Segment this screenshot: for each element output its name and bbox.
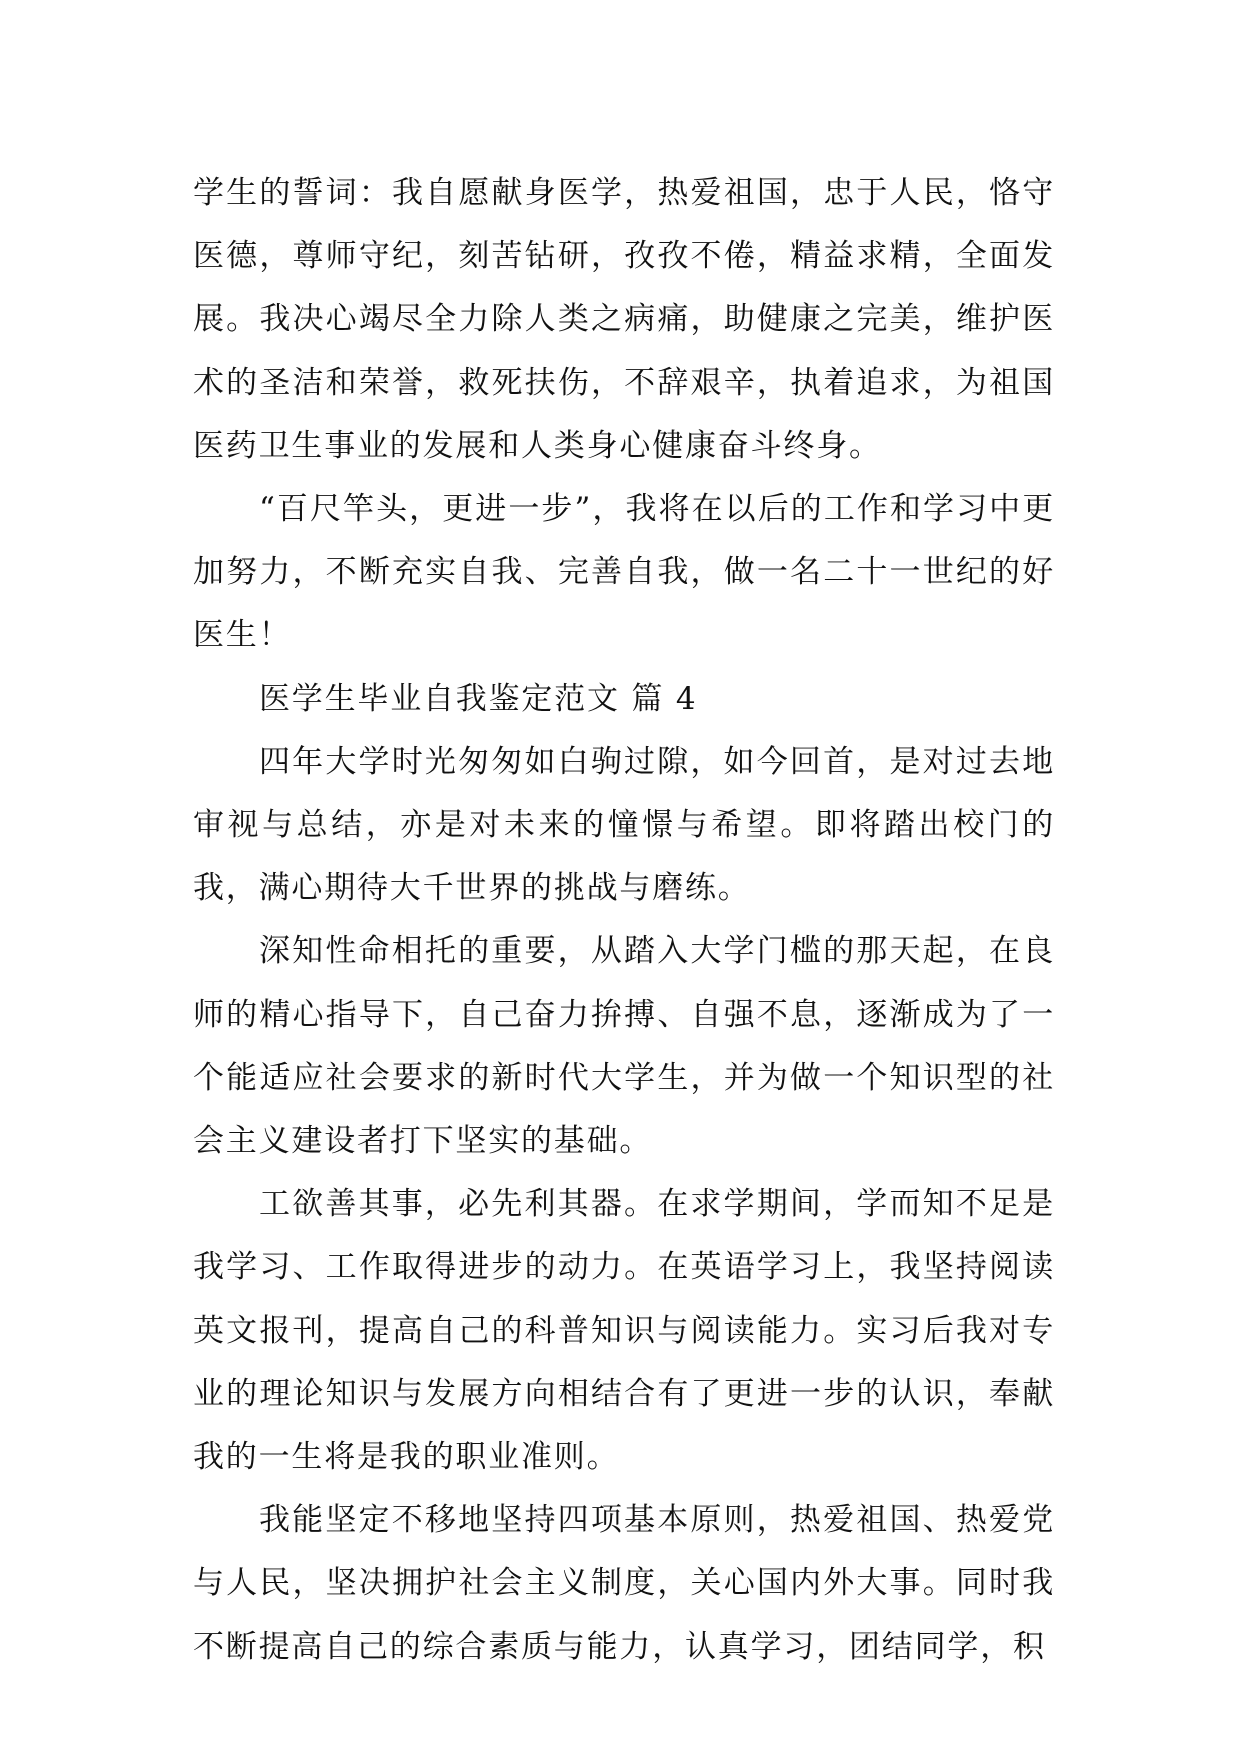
paragraph-principles: 我能坚定不移地坚持四项基本原则，热爱祖国、热爱党与人民，坚决拥护社会主义制度，关心国内外大事。同时我不断提高自己的综合素质与能力，认真学习，团结同学，积	[193, 1502, 1055, 1665]
paragraph-university-years: 四年大学时光匆匆如白驹过隙，如今回首，是对过去地审视与总结，亦是对未来的憧憬与希望。即将踏出校门的我，满心期待大千世界的挑战与磨练。	[193, 743, 1055, 907]
paragraph-responsibility: 深知性命相托的重要，从踏入大学门槛的那天起，在良师的精心指导下，自己奋力拚搏、自强不息，逐渐成为了一个能适应社会要求的新时代大学生，并为做一个知识型的社会主义建设者打下坚实的基础。	[193, 933, 1055, 1160]
paragraph-progress: “百尺竿头，更进一步”，我将在以后的工作和学习中更加努力，不断充实自我、完善自我，做一名二十一世纪的好医生！	[193, 491, 1055, 654]
paragraph-oath: 学生的誓词：我自愿献身医学，热爱祖国，忠于人民，恪守医德，尊师守纪，刻苦钻研，孜孜不倦，精益求精，全面发展。我决心竭尽全力除人类之病痛，助健康之完美，维护医术的圣洁和荣誉，救死扶伤，不辞艰辛，执着追求，为祖国医药卫生事业的发展和人类身心健康奋斗终身。	[193, 175, 1055, 464]
document-body	[193, 162, 1055, 1679]
paragraph-study: 工欲善其事，必先利其器。在求学期间，学而知不足是我学习、工作取得进步的动力。在英语学习上，我坚持阅读英文报刊，提高自己的科普知识与阅读能力。实习后我对专业的理论知识与发展方向相结合有了更进一步的认识，奉献我的一生将是我的职业准则。	[193, 1186, 1055, 1476]
section-heading: 医学生毕业自我鉴定范文 篇 4	[259, 680, 698, 717]
